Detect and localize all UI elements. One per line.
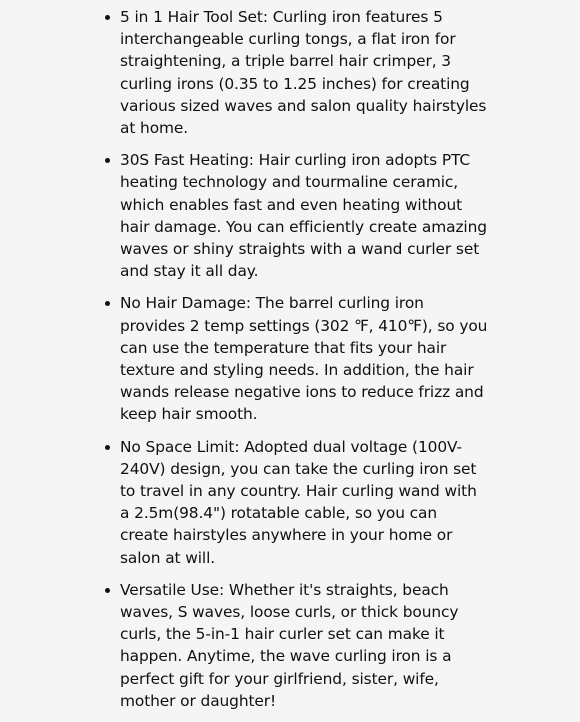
feature-bullet-list: [0, 6, 580, 722]
feature-bullet-item: [0, 436, 580, 569]
feature-bullet-item: [0, 579, 580, 712]
feature-bullet-text: No Hair Damage: The barrel curling iron provides 2 temp settings (302 ℉, 410℉), so you can use the temperature that fits your hair texture and styling needs. In addition, the hair wands release negative ions to reduce frizz and keep hair smooth.: [120, 294, 488, 424]
feature-bullet-text: 5 in 1 Hair Tool Set: Curling iron features 5 interchangeable curling tongs, a flat iron for straightening, a triple barrel hair crimper, 3 curling irons (0.35 to 1.25 inches) for creating various sized waves and salon quality hairstyles at home.: [120, 8, 487, 138]
feature-bullet-item: [0, 149, 580, 282]
feature-bullet-text: No Space Limit: Adopted dual voltage (100V-240V) design, you can take the curling iron set to travel in any country. Hair curling wand with a 2.5m(98.4") rotatable cable, so you can create hairstyles anywhere in your home or salon at will.: [120, 437, 477, 567]
feature-bullet-text: Versatile Use: Whether it's straights, beach waves, S waves, loose curls, or thick bouncy curls, the 5-in-1 hair curler set can make it happen. Anytime, the wave curling iron is a perfect gift for your girlfriend, sister, wife, mother or daughter!: [120, 580, 459, 710]
bullet-dot-icon: [105, 15, 110, 20]
bullet-dot-icon: [105, 588, 110, 593]
bullet-dot-icon: [105, 301, 110, 306]
feature-bullet-item: [0, 292, 580, 425]
bullet-dot-icon: [105, 158, 110, 163]
bullet-dot-icon: [105, 445, 110, 450]
feature-bullet-text: 30S Fast Heating: Hair curling iron adopts PTC heating technology and tourmaline ceramic, which enables fast and even heating without hair damage. You can efficiently create amazing waves or shiny straights with a wand curler set and stay it all day.: [120, 151, 487, 281]
feature-bullet-item: [0, 6, 580, 139]
